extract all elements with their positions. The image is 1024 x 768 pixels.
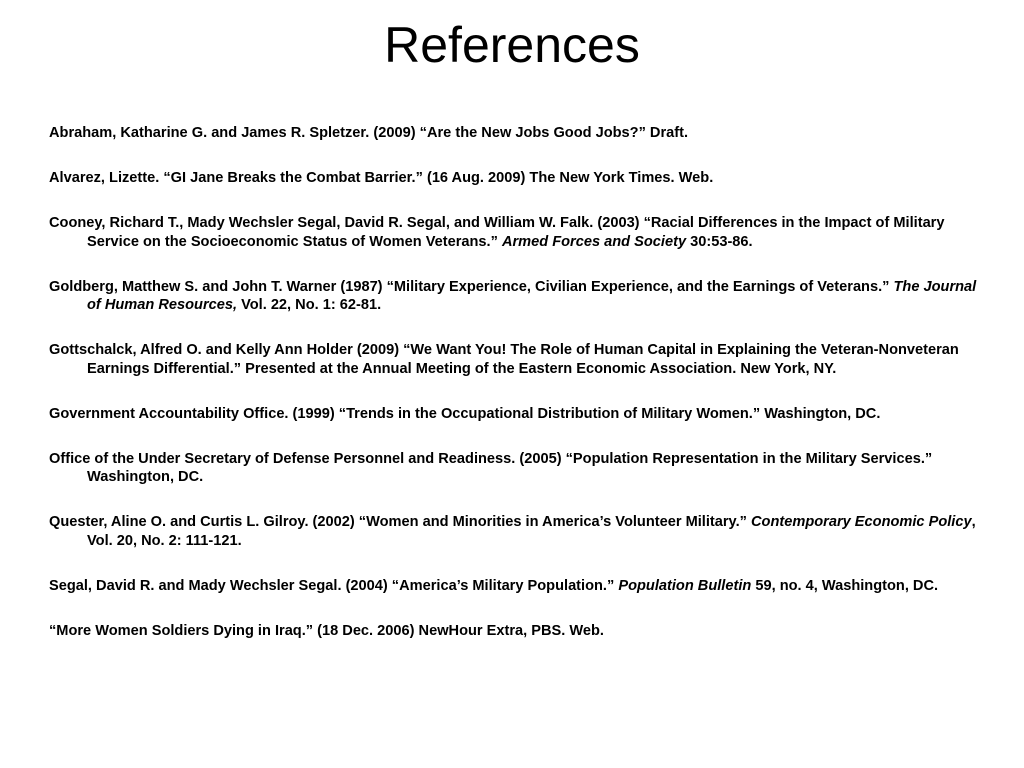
- reference-text: Government Accountability Office. (1999) “Trends in the Occupational Distribution of Military Women.” Washington, DC.: [49, 405, 881, 422]
- reference-item: [49, 169, 984, 188]
- reference-item: [49, 214, 984, 251]
- reference-text: Alvarez, Lizette. “GI Jane Breaks the Combat Barrier.” (16 Aug. 2009) The New York Times. Web.: [49, 170, 714, 186]
- reference-text: Office of the Under Secretary of Defense Personnel and Readiness. (2005) “Population Representation in the Military Services.” Washington, DC.: [49, 450, 933, 485]
- reference-text: Abraham, Katharine G. and James R. Spletzer. (2009) “Are the New Jobs Good Jobs?” Draft.: [49, 125, 689, 141]
- reference-source-title: Armed Forces and Society: [501, 233, 687, 250]
- reference-item: [49, 513, 984, 550]
- reference-list: [49, 124, 984, 667]
- reference-item: [49, 341, 984, 378]
- reference-item: [49, 577, 984, 596]
- reference-text: Quester, Aline O. and Curtis L. Gilroy. (2002) “Women and Minorities in America’s Volunteer Military.”: [49, 514, 752, 530]
- reference-item: [49, 622, 984, 641]
- reference-text: Cooney, Richard T., Mady Wechsler Segal, David R. Segal, and William W. Falk. (2003) “Racial Differences in the Impact of Military Service on the Socioeconomic Status of Women Veterans.”: [49, 215, 945, 250]
- reference-text-tail: 59, no. 4, Washington, DC.: [751, 577, 939, 594]
- reference-text: Goldberg, Matthew S. and John T. Warner (1987) “Military Experience, Civilian Experience, and the Earnings of Veterans.”: [49, 278, 894, 295]
- reference-text: Segal, David R. and Mady Wechsler Segal. (2004) “America’s Military Population.”: [49, 577, 619, 594]
- reference-item: [49, 124, 984, 143]
- reference-source-title: Population Bulletin: [618, 577, 752, 594]
- reference-text: “More Women Soldiers Dying in Iraq.” (18 Dec. 2006) NewHour Extra, PBS. Web.: [49, 622, 604, 639]
- reference-text: Gottschalck, Alfred O. and Kelly Ann Holder (2009) “We Want You! The Role of Human Capital in Explaining the Veteran-Nonveteran Earnings Differential.” Presented at the Annual Meeting of the Eastern Economic Association. New York, NY.: [49, 342, 959, 377]
- reference-source-title: The Journal of Human Resources,: [87, 278, 977, 313]
- reference-item: [49, 278, 984, 315]
- reference-text-tail: Vol. 22, No. 1: 62-81.: [237, 297, 382, 313]
- slide-title: References: [384, 17, 640, 73]
- reference-text-tail: 30:53-86.: [686, 233, 753, 250]
- reference-text-tail: , Vol. 20, No. 2: 111-121.: [87, 514, 976, 549]
- reference-source-title: Contemporary Economic Policy: [751, 514, 972, 530]
- reference-item: [49, 405, 984, 424]
- reference-item: [49, 450, 984, 487]
